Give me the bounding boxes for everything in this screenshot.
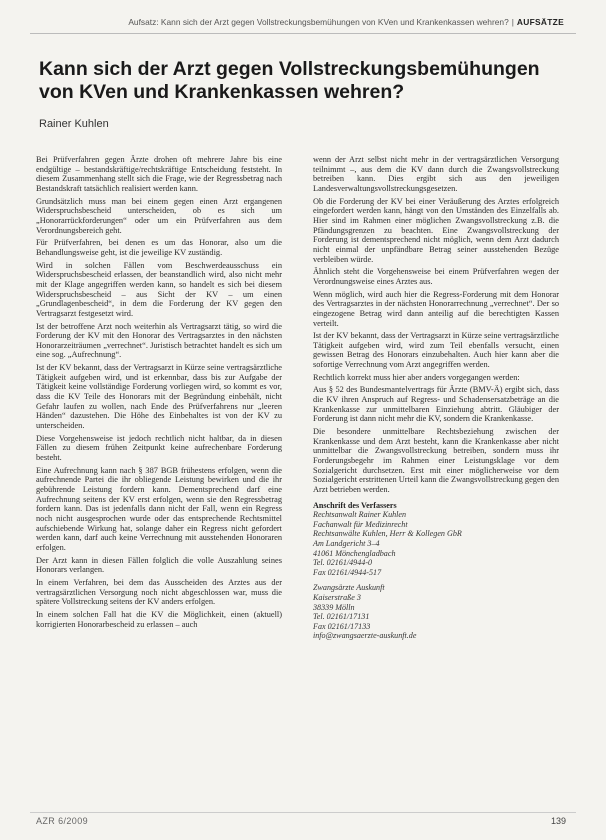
address-line: Fachanwalt für Medizinrecht <box>313 519 408 529</box>
left-column <box>36 155 282 632</box>
author-address-block <box>313 501 559 641</box>
address-line: Zwangsärzte Auskunft <box>313 583 385 593</box>
journal-issue: AZR 6/2009 <box>36 816 89 826</box>
footer-rule <box>30 812 576 813</box>
paragraph: Ist der KV bekannt, dass der Vertragsarzt in Kürze seine vertragsärztliche Tätigkeit aufgeben wird, wird zum Teil ebenfalls versucht, einen gewissen Betrag des Honorars einzubehalten. Auch hier kann aber die sofortige Verrechnung vom Arzt angegriffen werden. <box>313 331 559 370</box>
paragraph: Wird in solchen Fällen vom Beschwerdeausschuss ein Widerspruchsbescheid erlassen, der beanstandlich wird, also nicht mehr mit der Klage angegriffen werden kann, so handelt es sich bei diesem Widerspruchsbescheid – aus Sicht der KV – um einen „Grundlagenbescheid“, in dem die Forderung der KV gegen den Vertragsarzt festgesetzt wird. <box>36 260 282 318</box>
paragraph: Für Prüfverfahren, bei denen es um das Honorar, also um die Behandlungsweise geht, ist die jeweilige KV zuständig. <box>36 238 282 257</box>
address-line: Rechtsanwalt Rainer Kuhlen <box>313 510 407 520</box>
paragraph: Diese Vorgehensweise ist jedoch rechtlich nicht haltbar, da in diesen Fällen zu diesem frühen Zeitpunkt keine aufrechenbare Forderung besteht. <box>36 433 282 463</box>
address-line: Tel. 02161/4944-0 <box>313 558 373 568</box>
running-header <box>128 17 564 27</box>
address-line: info@zwangsaerzte-auskunft.de <box>313 631 417 641</box>
header-rule <box>30 33 576 34</box>
paragraph: Aus § 52 des Bundesmantelvertrags für Ärzte (BMV-Ä) ergibt sich, dass die KV ihren Anspruch auf Regress- und Schadensersatzbeträge an die Krankenkasse zur unmittelbaren Einziehung abtritt. Gläubiger der Forderung ist dann nicht mehr die KV, sondern die Krankenkasse. <box>313 385 559 424</box>
section-label: AUFSÄTZE <box>516 17 564 27</box>
paragraph: Rechtlich korrekt muss hier aber anders vorgegangen werden: <box>313 372 520 382</box>
address-line: 38339 Mölln <box>313 602 355 612</box>
address-line: Rechtsanwälte Kuhlen, Herr & Kollegen GbR <box>313 529 462 539</box>
article-author: Rainer Kuhlen <box>39 118 109 130</box>
address-line: Fax 02161/4944-517 <box>313 567 382 577</box>
header-separator: | <box>511 17 514 27</box>
address-line: Fax 02161/17133 <box>313 621 371 631</box>
page-number: 139 <box>550 816 566 826</box>
paragraph: Ist der KV bekannt, dass der Vertragsarzt in Kürze seine vertragsärztliche Tätigkeit aufgeben wird, und ist erkennbar, dass bis zur Aufgabe der Tätigkeit keine vollständige Forderung vorliegen wird, so kommt es vor, dass die KV Teile des Honorars mit der Begründung einbehält, nicht Gefahr laufen zu wollen, nach Ende des Prüfverfahrens nur „leeren Händen“ dazustehen. Die Höhe des Einbehaltes ist von der KV zu unterscheiden. <box>36 363 282 431</box>
paragraph: Eine Aufrechnung kann nach § 387 BGB frühestens erfolgen, wenn die aufrechnende Partei die ihr obliegende Leistung bewirken und die ihr gebührende Leistung fordern kann. Dementsprechend darf eine Aufrechnung seitens der KV erst erfolgen, wenn sie den Regressbetrag fordern kann. Das ist jedenfalls dann nicht der Fall, wenn ein Regress noch nicht ausgesprochen wurde oder das entsprechende Rechtsmittel aufschiebende Wirkung hat, solange daher ein Regress nicht gefordert werden kann, darf auch keine Verrechnung mit ausstehenden Honoraren erfolgen. <box>36 465 282 552</box>
paragraph: Ob die Forderung der KV bei einer Veräußerung des Arztes erfolgreich eingefordert werden kann, hängt von den Umständen des Einzelfalls ab. Hier sind im Rahmen einer möglichen Zwangsvollstreckung z.B. die Pfändungsgrenzen zu beachten. Eine Zwangsvollstreckung der Forderung ist dementsprechend nicht möglich, wenn dem Arzt dadurch nicht einmal der unpfändbare Betrag seiner ausstehenden Bezüge verbleiben würde. <box>313 196 559 264</box>
address-line: Kaiserstraße 3 <box>313 593 361 602</box>
address-line: Am Landgericht 3–4 <box>313 539 380 549</box>
article-title: Kann sich der Arzt gegen Vollstreckungsbemühungen von KVen und Krankenkassen wehren? <box>39 58 540 103</box>
paragraph: Die besondere unmittelbare Rechtsbeziehung zwischen der Krankenkasse und dem Arzt besteht, kann die Krankenkasse aber nicht unmittelbar die Zwangsvollstreckung betreiben, sondern muss ihr Forderungsbegehr im Rahmen einer Leistungsklage vor dem Sozialgericht durchsetzen. Erst mit einer möglicherweise vor dem Sozialgericht erstrittenen Urteil kann die Zwangsvollstreckung gegen den Arzt betrieben werden. <box>313 427 559 494</box>
address-line: Tel. 02161/17131 <box>313 612 370 622</box>
paragraph: In einem Verfahren, bei dem das Ausscheiden des Arztes aus der vertragsärztlichen Versorgung noch nicht abgeschlossen war, muss die spätere Vollstreckung seitens der KV anders erfolgen. <box>36 577 282 607</box>
paragraph: Bei Prüfverfahren gegen Ärzte drohen oft mehrere Jahre bis eine endgültige – bestandskräftige/rechtskräftige Entscheidung feststeht. In diesem Zusammenhang stellt sich die Frage, wie der Regressbetrag nach Bestandskraft tatsächlich realisiert werden kann. <box>36 155 282 193</box>
paragraph: Ähnlich steht die Vorgehensweise bei einem Prüfverfahren wegen der Verordnungsweise eines Arztes aus. <box>313 267 559 286</box>
running-title: Aufsatz: Kann sich der Arzt gegen Vollstreckungsbemühungen von KVen und Krankenkassen wehren? <box>128 17 509 27</box>
address-heading: Anschrift des Verfassers <box>313 500 397 510</box>
paragraph: Der Arzt kann in diesen Fällen folglich die volle Auszahlung seines Honorars verlangen. <box>36 555 282 575</box>
paragraph: In einem solchen Fall hat die KV die Möglichkeit, einen (aktuell) korrigierten Honorarbescheid zu erlassen – auch <box>36 609 282 629</box>
right-column <box>313 155 559 641</box>
address-line: 41061 Mönchengladbach <box>313 548 396 558</box>
paragraph: Wenn möglich, wird auch hier die Regress-Forderung mit dem Honorar des Vertragsarztes in der nächsten Honorarrechnung „verrechnet“. Der so eingezogene Betrag wird dann anteilig auf die berechtigten Kassen verteilt. <box>313 289 559 328</box>
paragraph: Grundsätzlich muss man bei einem gegen einen Arzt ergangenen Widerspruchsbescheid unterscheiden, ob es sich um „Honorarrückforderungen“ oder um ein Prüfverfahren aus dem Verordnungsbereich geht. <box>36 196 282 235</box>
paragraph: Ist der betroffene Arzt noch weiterhin als Vertragsarzt tätig, so wird die Forderung der KV mit den Honorar des Vertragsarztes in den nächsten Honorarzeiträumen „verrechnet“. Juristisch betrachtet handelt es sich um eine sog. „Aufrechnung“. <box>36 321 282 360</box>
paragraph: wenn der Arzt selbst nicht mehr in der vertragsärztlichen Versorgung teilnimmt –, aus dem die KV dann durch die Zwangsvollstreckung betreiben kann. Dies ergibt sich aus den jeweiligen Landesverwaltungsvollstreckungsgesetzen. <box>313 155 559 193</box>
